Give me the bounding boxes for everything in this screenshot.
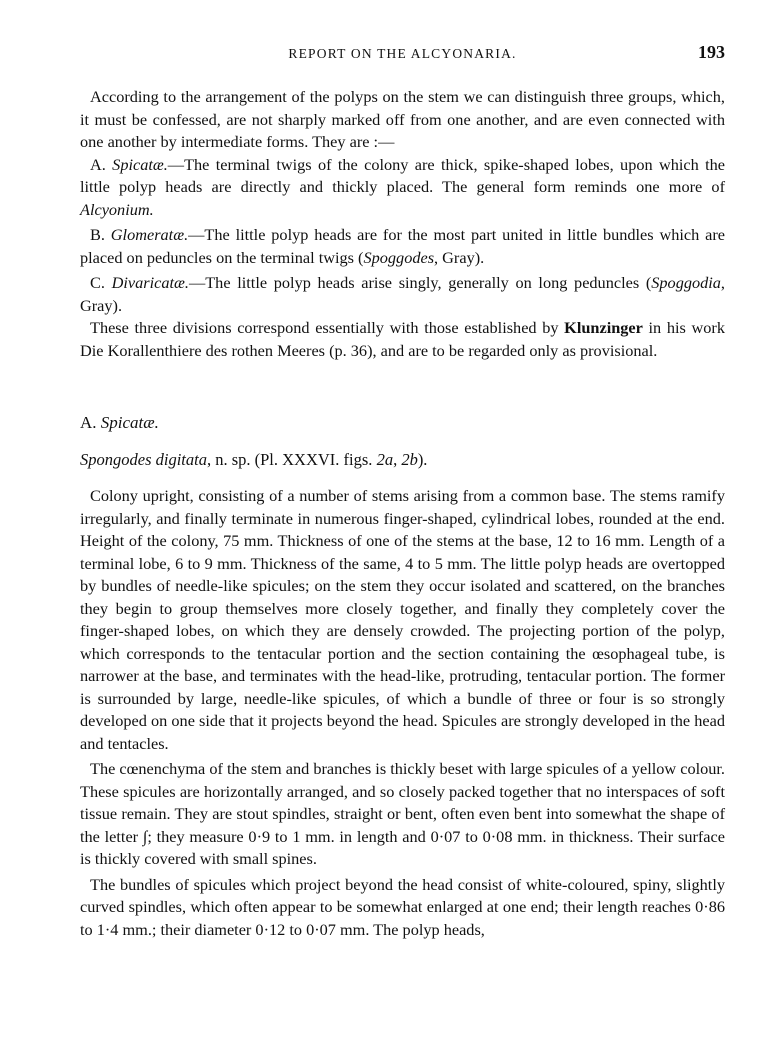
species-name: Spongodes digitata bbox=[80, 449, 207, 469]
running-header bbox=[80, 42, 725, 64]
description-paragraph: The cœnenchyma of the stem and branches is thickly beset with large spicules of a yellow colour. These spicules are horizontally arranged, and so closely packed together that no interspaces of soft tissue remain. They are stout spindles, straight or bent, often even bent into somewhat the shape of the letter ∫; they measure 0·9 to 1 mm. in length and 0·07 to 0·08 mm. in thickness. Their surface is thickly covered with small spines. bbox=[80, 759, 725, 868]
running-title: REPORT ON THE ALCYONARIA. bbox=[288, 46, 517, 61]
group-c-text: —The little polyp heads arise singly, generally on long peduncles ( bbox=[188, 273, 652, 292]
group-b-after: , Gray). bbox=[434, 247, 485, 267]
intro-paragraph: According to the arrangement of the polyps on the stem we can distinguish three groups, which, it must be confessed, are not sharply marked off from one another, and are even connected with one another by intermediate forms. They are :— bbox=[80, 87, 725, 151]
group-b-text: —The little polyp heads are for the most part united in little bundles which are placed on peduncles on the terminal twigs ( bbox=[80, 225, 725, 267]
group-a-italic: Alcyonium. bbox=[80, 199, 154, 219]
divisions-paragraph: These three divisions correspond essentially with those established by Klunzinger in his work Die Korallenthiere des rothen Meeres (p. 36), and are to be regarded only as provisional. bbox=[80, 318, 725, 360]
description-paragraph: The bundles of spicules which project beyond the head consist of white-coloured, spiny, slightly curved spindles, which often appear to be somewhat enlarged at one end; their length reaches 0·86 to 1·4 mm.; their diameter 0·12 to 0·07 mm. The polyp heads, bbox=[80, 874, 725, 939]
group-a-text: —The terminal twigs of the colony are thick, spike-shaped lobes, upon which the little polyp heads are directly and thickly placed. The general form reminds one more of bbox=[80, 154, 725, 196]
group-c-letter: C. bbox=[90, 273, 105, 292]
author-name: Klunzinger bbox=[564, 318, 643, 337]
group-c-after: , Gray). bbox=[80, 273, 725, 315]
group-b-paragraph bbox=[80, 224, 725, 269]
group-b-name: Glomeratæ. bbox=[110, 225, 189, 244]
description-paragraph: Colony upright, consisting of a number of stems arising from a common base. The stems ramify irregularly, and finally terminate in numerous finger-shaped, cylindrical lobes, rounded at the end. Height of the colony, 75 mm. Thickness of one of the stems at the base, 12 to 16 mm. Length of a terminal lobe, 6 to 9 mm. Thickness of the same, 4 to 5 mm. The little polyp heads are overtopped by bundles of needle-like spicules; on the stem they occur isolated and scattered, on the branches they begin to group themselves more closely together, and finally they completely cover the finger-shaped lobes, on which they are densely crowded. The projecting portion of the polyp, which corresponds to the tentacular portion and the section containing the œsophageal tube, is narrower at the base, and terminates with the head-like, protruding, tentacular portion. The former is surrounded by large, needle-like spicules, of which a bundle of three or four is so strongly developed on one side that it projects beyond the head. Spicules are strongly developed in the head and tentacles. bbox=[80, 486, 725, 753]
section-name: Spicatæ. bbox=[100, 413, 159, 432]
section-letter: A. bbox=[80, 413, 97, 432]
species-heading: Spongodes digitata, n. sp. (Pl. XXXVI. figs. 2a, 2b). bbox=[80, 449, 428, 469]
group-c-paragraph bbox=[80, 272, 725, 317]
group-b-italic: Spoggodes bbox=[363, 247, 435, 267]
group-a-paragraph bbox=[80, 154, 725, 222]
group-b-letter: B. bbox=[90, 225, 105, 244]
group-a-name: Spicatæ. bbox=[112, 154, 168, 174]
group-a-letter: A. bbox=[90, 154, 106, 174]
page-number: 193 bbox=[698, 42, 725, 62]
group-c-name: Divaricatæ. bbox=[111, 273, 189, 292]
body-text bbox=[80, 86, 725, 941]
group-c-italic: Spoggodia bbox=[651, 273, 721, 292]
section-gap bbox=[80, 362, 725, 412]
section-heading bbox=[80, 412, 725, 435]
